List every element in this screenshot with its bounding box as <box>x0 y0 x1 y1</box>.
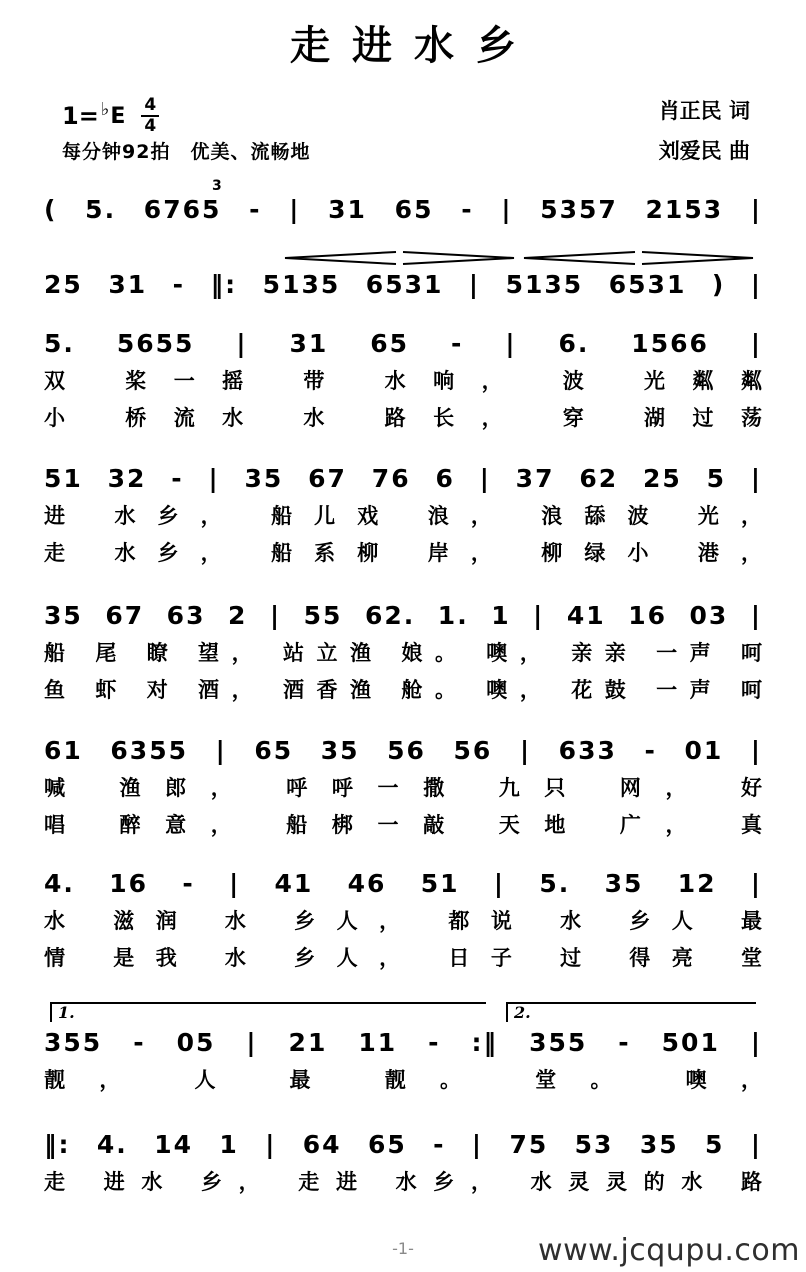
notation-line-6: 61 6355 | 65 35 56 56 | 633 - 01 | <box>44 736 762 765</box>
page-title: 走进水乡 <box>290 22 538 69</box>
system-6 <box>44 736 762 839</box>
credits <box>659 91 750 171</box>
volta-1-label: 1. <box>58 1003 75 1022</box>
notation-line-3: 5. 5655 | 31 65 - | 6. 1566 | <box>44 329 762 358</box>
lyrics-line: 情 是我 水 乡人， 日子 过 得亮 堂 <box>44 946 762 970</box>
key-signature <box>62 97 159 135</box>
lyrics-line: 走 水乡， 船系柳 岸， 柳绿小 港， <box>44 541 762 565</box>
key-letter: E <box>110 103 126 129</box>
lyricist-credit: 肖正民 词 <box>658 98 750 123</box>
dynamics-row <box>282 250 756 266</box>
notation-line-5: 35 67 63 2 | 55 62. 1. 1 | 41 16 03 | <box>44 601 762 630</box>
system-8 <box>44 1003 762 1094</box>
time-signature <box>141 97 159 135</box>
crescendo-icon <box>282 250 398 266</box>
watermark: www.jcqupu.com <box>538 1233 800 1268</box>
key-prefix: 1= <box>62 102 99 130</box>
volta-row <box>44 1002 762 1024</box>
decrescendo-icon <box>401 250 517 266</box>
lyrics-line: 鱼 虾 对 酒， 酒香渔 舱。 噢， 花鼓 一声 呵 <box>44 678 762 702</box>
notation-line-2: 25 31 - ‖: 5135 6531 | 5135 6531 ) | <box>44 270 762 299</box>
system-5 <box>44 601 762 704</box>
flat-icon: ♭ <box>100 98 110 120</box>
lyrics-line: 船 尾 瞭 望， 站立渔 娘。 噢， 亲亲 一声 呵 <box>44 641 762 665</box>
system-3 <box>44 329 762 432</box>
lyrics-line: 靓， 人 最 靓。 堂。 噢， <box>44 1068 762 1092</box>
page-number: -1- <box>392 1239 414 1258</box>
lyrics-line: 小 桥流水 水 路长， 穿 湖过荡 <box>44 406 762 430</box>
notation-line-4: 51 32 - | 35 67 76 6 | 37 62 25 5 | <box>44 464 762 493</box>
system-7 <box>44 869 762 972</box>
composer-credit: 刘爱民 曲 <box>658 137 750 163</box>
time-signature-numerator: 4 <box>141 97 159 117</box>
volta-1-bracket <box>50 1002 486 1022</box>
crescendo-icon <box>521 250 637 266</box>
system-9 <box>44 1130 762 1196</box>
lyrics-line: 双 桨一摇 带 水响， 波 光粼粼 <box>44 369 762 393</box>
lyrics-line: 进 水乡， 船儿戏 浪， 浪舔波 光， <box>44 504 762 528</box>
decrescendo-icon <box>640 250 756 266</box>
lyrics-line: 走 进水 乡， 走进 水乡， 水灵灵的水 路 <box>44 1170 762 1194</box>
system-1 <box>44 178 762 224</box>
lyrics-line: 喊 渔郎， 呼呼一撒 九只 网， 好 <box>44 776 762 800</box>
notation-line-8: 355 - 05 | 21 11 - :‖ 355 - 501 | <box>44 1028 762 1057</box>
lyrics-line: 唱 醉意， 船梆一敲 天地 广， 真 <box>44 813 762 837</box>
lyrics-line: 水 滋润 水 乡人， 都说 水 乡人 最 <box>44 909 762 933</box>
volta-2-label: 2. <box>514 1003 531 1022</box>
system-4 <box>44 464 762 567</box>
notation-line-9: ‖: 4. 14 1 | 64 65 - | 75 53 35 5 | <box>44 1130 762 1159</box>
volta-2-bracket <box>506 1002 756 1022</box>
notation-line-1: ( 5. 6765 - | 31 65 - | 5357 2153 | <box>44 195 762 224</box>
system-2 <box>44 270 762 299</box>
triplet-number: 3 <box>212 178 222 194</box>
time-signature-denominator: 4 <box>144 116 157 136</box>
meta-block <box>44 97 762 173</box>
tempo-marking: 每分钟92拍 优美、流畅地 <box>62 141 311 163</box>
notation-line-7: 4. 16 - | 41 46 51 | 5. 35 12 | <box>44 869 762 898</box>
